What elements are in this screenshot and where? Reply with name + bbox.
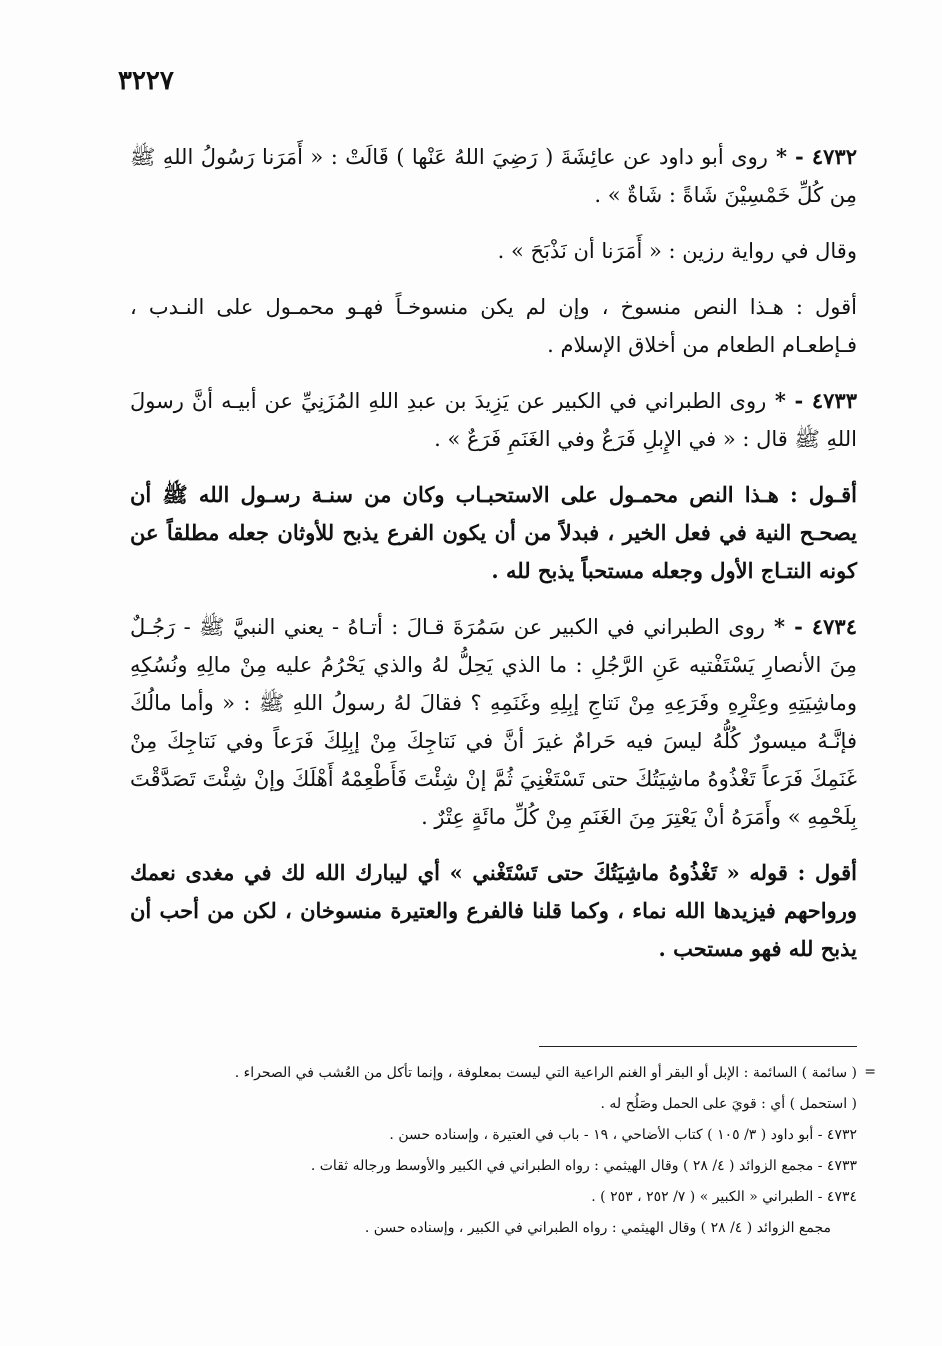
footnote-source-4732: ٤٧٣٢ - أبو داود ( ٣/ ١٠٥ ) كتاب الأضاحي ، ١٩ - باب في العتيرة ، وإسناده حسن . bbox=[389, 1127, 857, 1143]
footnote-source-4734-cont: مجمع الزوائد ( ٤/ ٢٨ ) وقال الهيثمي : رواه الطبراني في الكبير ، وإسناده حسن . bbox=[364, 1220, 831, 1236]
hadith-number: ٤٧٣٢ - * bbox=[767, 144, 857, 169]
page-number: ٣٢٢٧ bbox=[118, 66, 174, 96]
footnote-marker: = bbox=[864, 1064, 876, 1080]
hadith-4734 bbox=[130, 608, 857, 836]
footnote-divider bbox=[539, 1046, 857, 1047]
footnotes bbox=[130, 1058, 857, 1244]
commentary-4732 bbox=[130, 288, 857, 364]
narration-note bbox=[130, 232, 857, 270]
hadith-number: ٤٧٣٣ - * bbox=[766, 388, 857, 413]
hadith-text: روى الطبراني في الكبير عن يَزِيدَ بن عبدِ اللهِ المُزَنِيِّ عن أبيـه أنَّ رسولَ اللهِ ﷺ قال : « في الإِبلِ فَرَعٌ وفي الغَنَمِ فَرَعٌ » . bbox=[130, 389, 857, 451]
hadith-number: ٤٧٣٤ - * bbox=[764, 614, 857, 639]
hadith-text: روى أبو داود عن عائِشَةَ ( رَضِيَ اللهُ عَنْها ) قَالَتْ : « أَمَرَنا رَسُولُ اللهِ ﷺ مِن كُلِّ خَمْسِيْنَ شَاةً : شَاةٌ » . bbox=[130, 145, 857, 207]
commentary-text: أقول : قوله « تَغْذُوهُ ماشِيَتُكَ حتى تَسْتَغْني » أي ليبارك الله لك في مغدى نعمك ورواحهم فيزيدها الله نماء ، وكما قلنا فالفرع والعتيرة منسوخان ، لكن من أحب أن يذبح لله فهو مستحب . bbox=[130, 860, 857, 961]
narration-text: وقال في رواية رزين : « أَمَرَنا أن نَذْبَحَ » . bbox=[497, 239, 857, 263]
footnote-glossary-2: ( استحمل ) أي : قويَ على الحمل وصَلُح له . bbox=[600, 1096, 857, 1112]
footnote-source-4733: ٤٧٣٣ - مجمع الزوائد ( ٤/ ٢٨ ) وقال الهيثمي : رواه الطبراني في الكبير والأوسط ورجاله ثقات . bbox=[310, 1158, 857, 1174]
commentary-text: أقول : هـذا النص منسوخ ، وإن لم يكن منسوخـاً فهـو محمـول على النـدب ، فـإطعـام الطعام من أخلاق الإسلام . bbox=[130, 295, 857, 357]
commentary-4734 bbox=[130, 854, 857, 968]
hadith-4733 bbox=[130, 382, 857, 458]
commentary-text: أقـول : هـذا النص محمـول على الاستحبـاب وكان من سنـة رسـول الله ﷺ أن يصحـح النية في فعل الخير ، فبدلاً من أن يكون الفرع يذبح للأوثان جعله مطلقاً عن كونه النتـاج الأول وجعله مستحباً يذبح لله . bbox=[130, 482, 857, 583]
main-text bbox=[130, 138, 857, 986]
footnote-source-4734: ٤٧٣٤ - الطبراني « الكبير » ( ٧/ ٢٥٢ ، ٢٥٣ ) . bbox=[591, 1189, 857, 1205]
commentary-4733 bbox=[130, 476, 857, 590]
hadith-text: روى الطبراني في الكبير عن سَمُرَةَ قـالَ : أتـاهُ - يعني النبيَّ ﷺ - رَجُـلٌ مِنَ الأنصارِ يَسْتَفْتيه عَنِ الرَّجُلِ : ما الذي يَحِلُّ لهُ والذي يَحْرُمُ عليه مِنْ مالِهِ ونُسُكِهِ وماشِيَتِهِ وعِتْرِهِ وفَرَعِهِ مِنْ نَتاجِ إبِلِهِ وغَنَمِهِ ؟ فقالَ لهُ رسولُ اللهِ ﷺ : « وأما مالُكَ فإنَّـهُ ميسورٌ كُلُّهُ ليسَ فيه حَرامٌ غيرَ أنَّ في نَتاجِكَ مِنْ إبِلِكَ فَرَعاً وفي نَتاجِكَ مِنْ غَنَمِكَ فَرَعاً تَغْذُوهُ ماشِيَتُكَ حتى تَسْتَغْنِيَ ثُمَّ إنْ شِئْتَ فَأَطْعِمْهُ أَهْلَكَ وإنْ شِئْتَ تَصَدَّقْتَ بِلَحْمِهِ » وأَمَرَهُ أنْ يَعْتِرَ مِنَ الغَنَمِ مِنْ كُلِّ مائَةٍ عِتْرٌ . bbox=[130, 615, 857, 829]
footnote-glossary-1: ( سائمة ) السائمة : الإبل أو البقر أو الغنم الراعية التي ليست بمعلوفة ، وإنما تأكل من العُشب في الصحراء . bbox=[234, 1065, 857, 1081]
hadith-4732 bbox=[130, 138, 857, 214]
